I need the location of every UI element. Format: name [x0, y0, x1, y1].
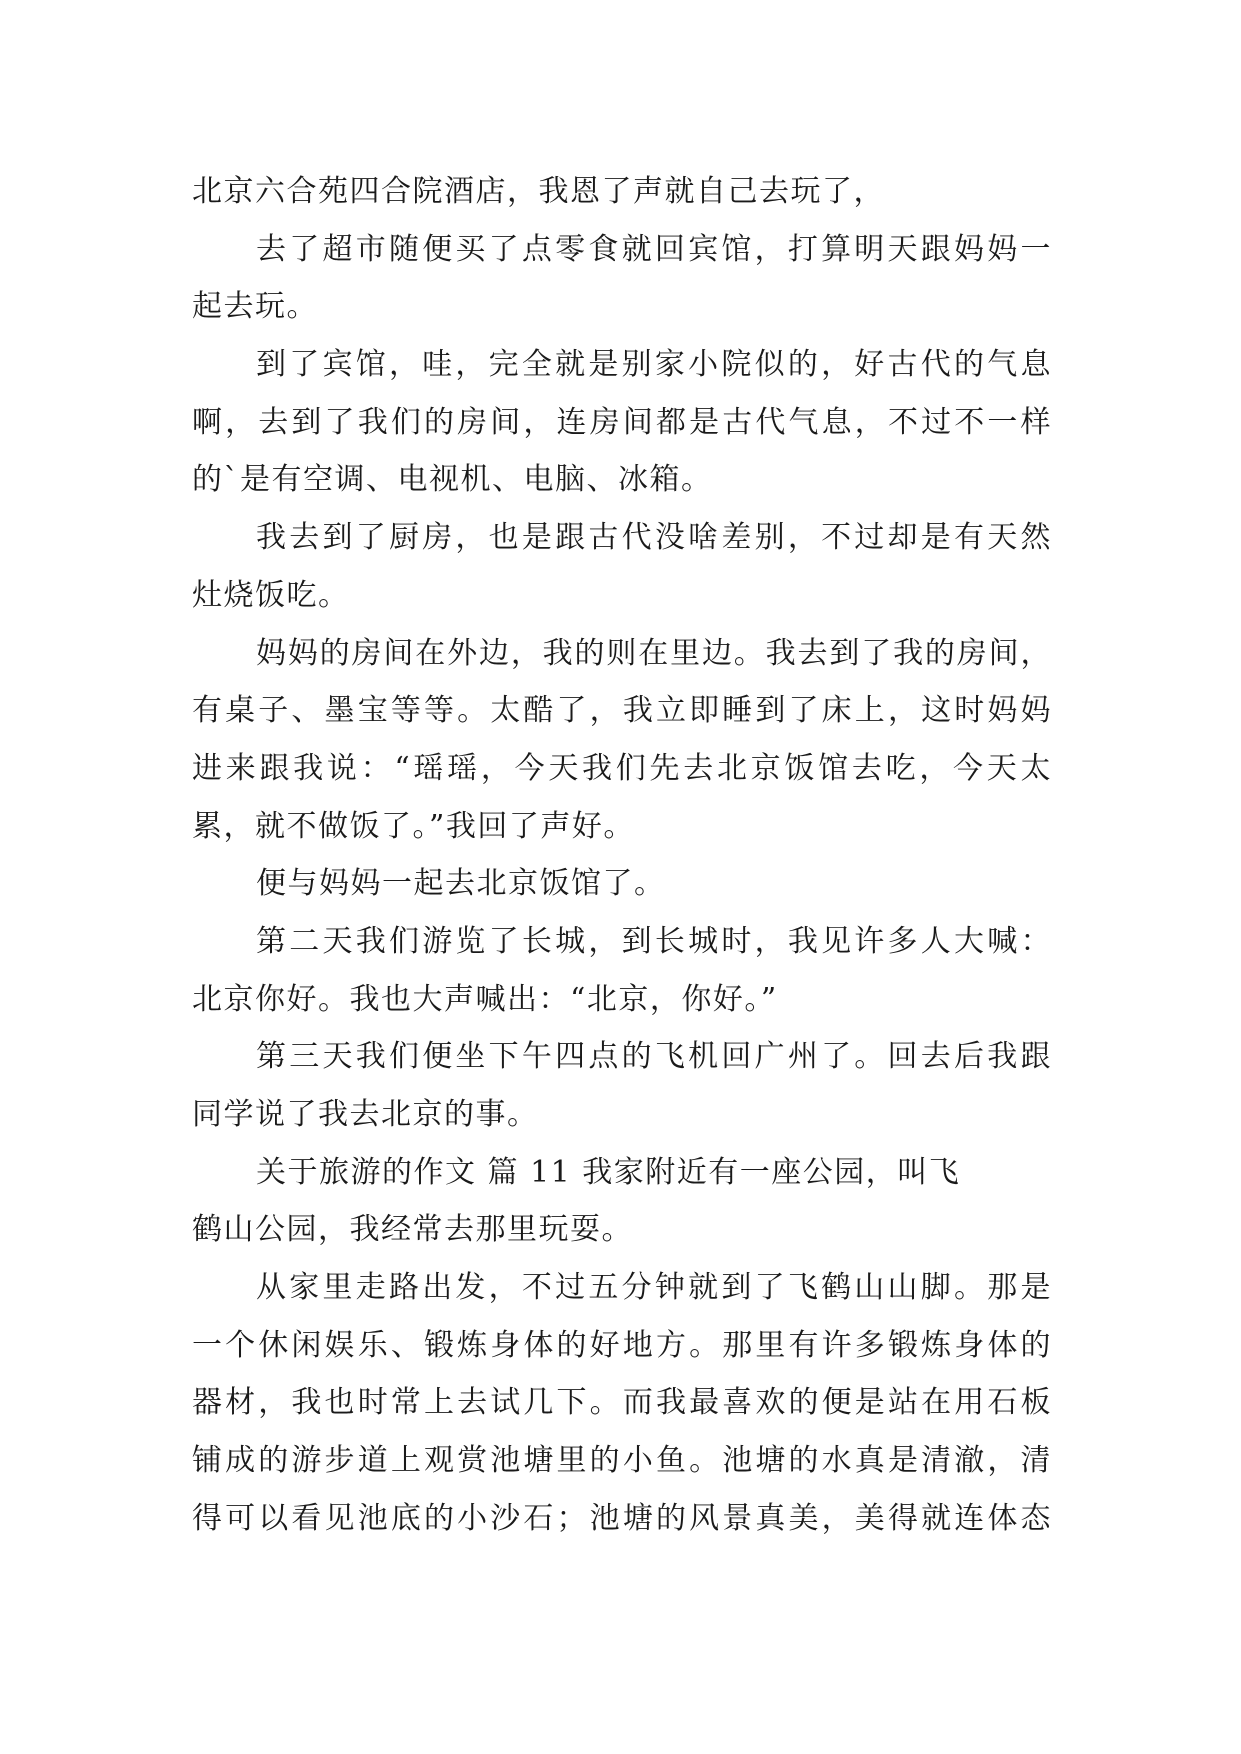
text-line: 铺成的游步道上观赏池塘里的小鱼。池塘的水真是清澈，清 — [192, 1443, 1052, 1479]
text-line: 北京六合苑四合院酒店，我恩了声就自己去玩了， — [192, 174, 885, 209]
text-line: 器材，我也时常上去试几下。而我最喜欢的便是站在用石板 — [192, 1385, 1052, 1421]
text-line: 第三天我们便坐下午四点的飞机回广州了。回去后我跟 — [256, 1039, 1052, 1075]
text-line: 的`是有空调、电视机、电脑、冰箱。 — [192, 462, 713, 498]
text-line: 得可以看见池底的小沙石；池塘的风景真美，美得就连体态 — [192, 1500, 1052, 1536]
text-line: 到了宾馆，哇，完全就是别家小院似的，好古代的气息 — [256, 347, 1052, 383]
text-line: 起去玩。 — [192, 289, 318, 325]
text-line: 第二天我们游览了长城，到长城时，我见许多人大喊： — [256, 923, 1052, 959]
document-body — [192, 163, 1052, 1548]
text-line: 我去到了厨房，也是跟古代没啥差别，不过却是有天然 — [256, 520, 1052, 556]
text-line: 鹤山公园，我经常去那里玩耍。 — [192, 1212, 633, 1248]
text-line: 灶烧饭吃。 — [192, 577, 350, 613]
text-line: 去了超市随便买了点零食就回宾馆，打算明天跟妈妈一 — [256, 231, 1052, 267]
text-line: 进来跟我说：“瑶瑶，今天我们先去北京饭馆去吃，今天太 — [192, 750, 1052, 786]
text-line: 累，就不做饭了。”我回了声好。 — [192, 808, 635, 844]
text-line: 妈妈的房间在外边，我的则在里边。我去到了我的房间， — [256, 635, 1052, 671]
text-line: 北京你好。我也大声喊出：“北京，你好。” — [192, 981, 778, 1017]
text-line: 便与妈妈一起去北京饭馆了。 — [256, 866, 666, 902]
text-line: 有桌子、墨宝等等。太酷了，我立即睡到了床上，这时妈妈 — [192, 693, 1052, 729]
text-line: 从家里走路出发，不过五分钟就到了飞鹤山山脚。那是 — [256, 1270, 1052, 1306]
text-line: 同学说了我去北京的事。 — [192, 1097, 539, 1132]
text-line: 一个休闲娱乐、锻炼身体的好地方。那里有许多锻炼身体的 — [192, 1327, 1052, 1363]
text-line: 关于旅游的作文 篇 11 我家附近有一座公园，叫飞 — [256, 1154, 961, 1190]
text-line: 啊，去到了我们的房间，连房间都是古代气息，不过不一样 — [192, 404, 1052, 440]
